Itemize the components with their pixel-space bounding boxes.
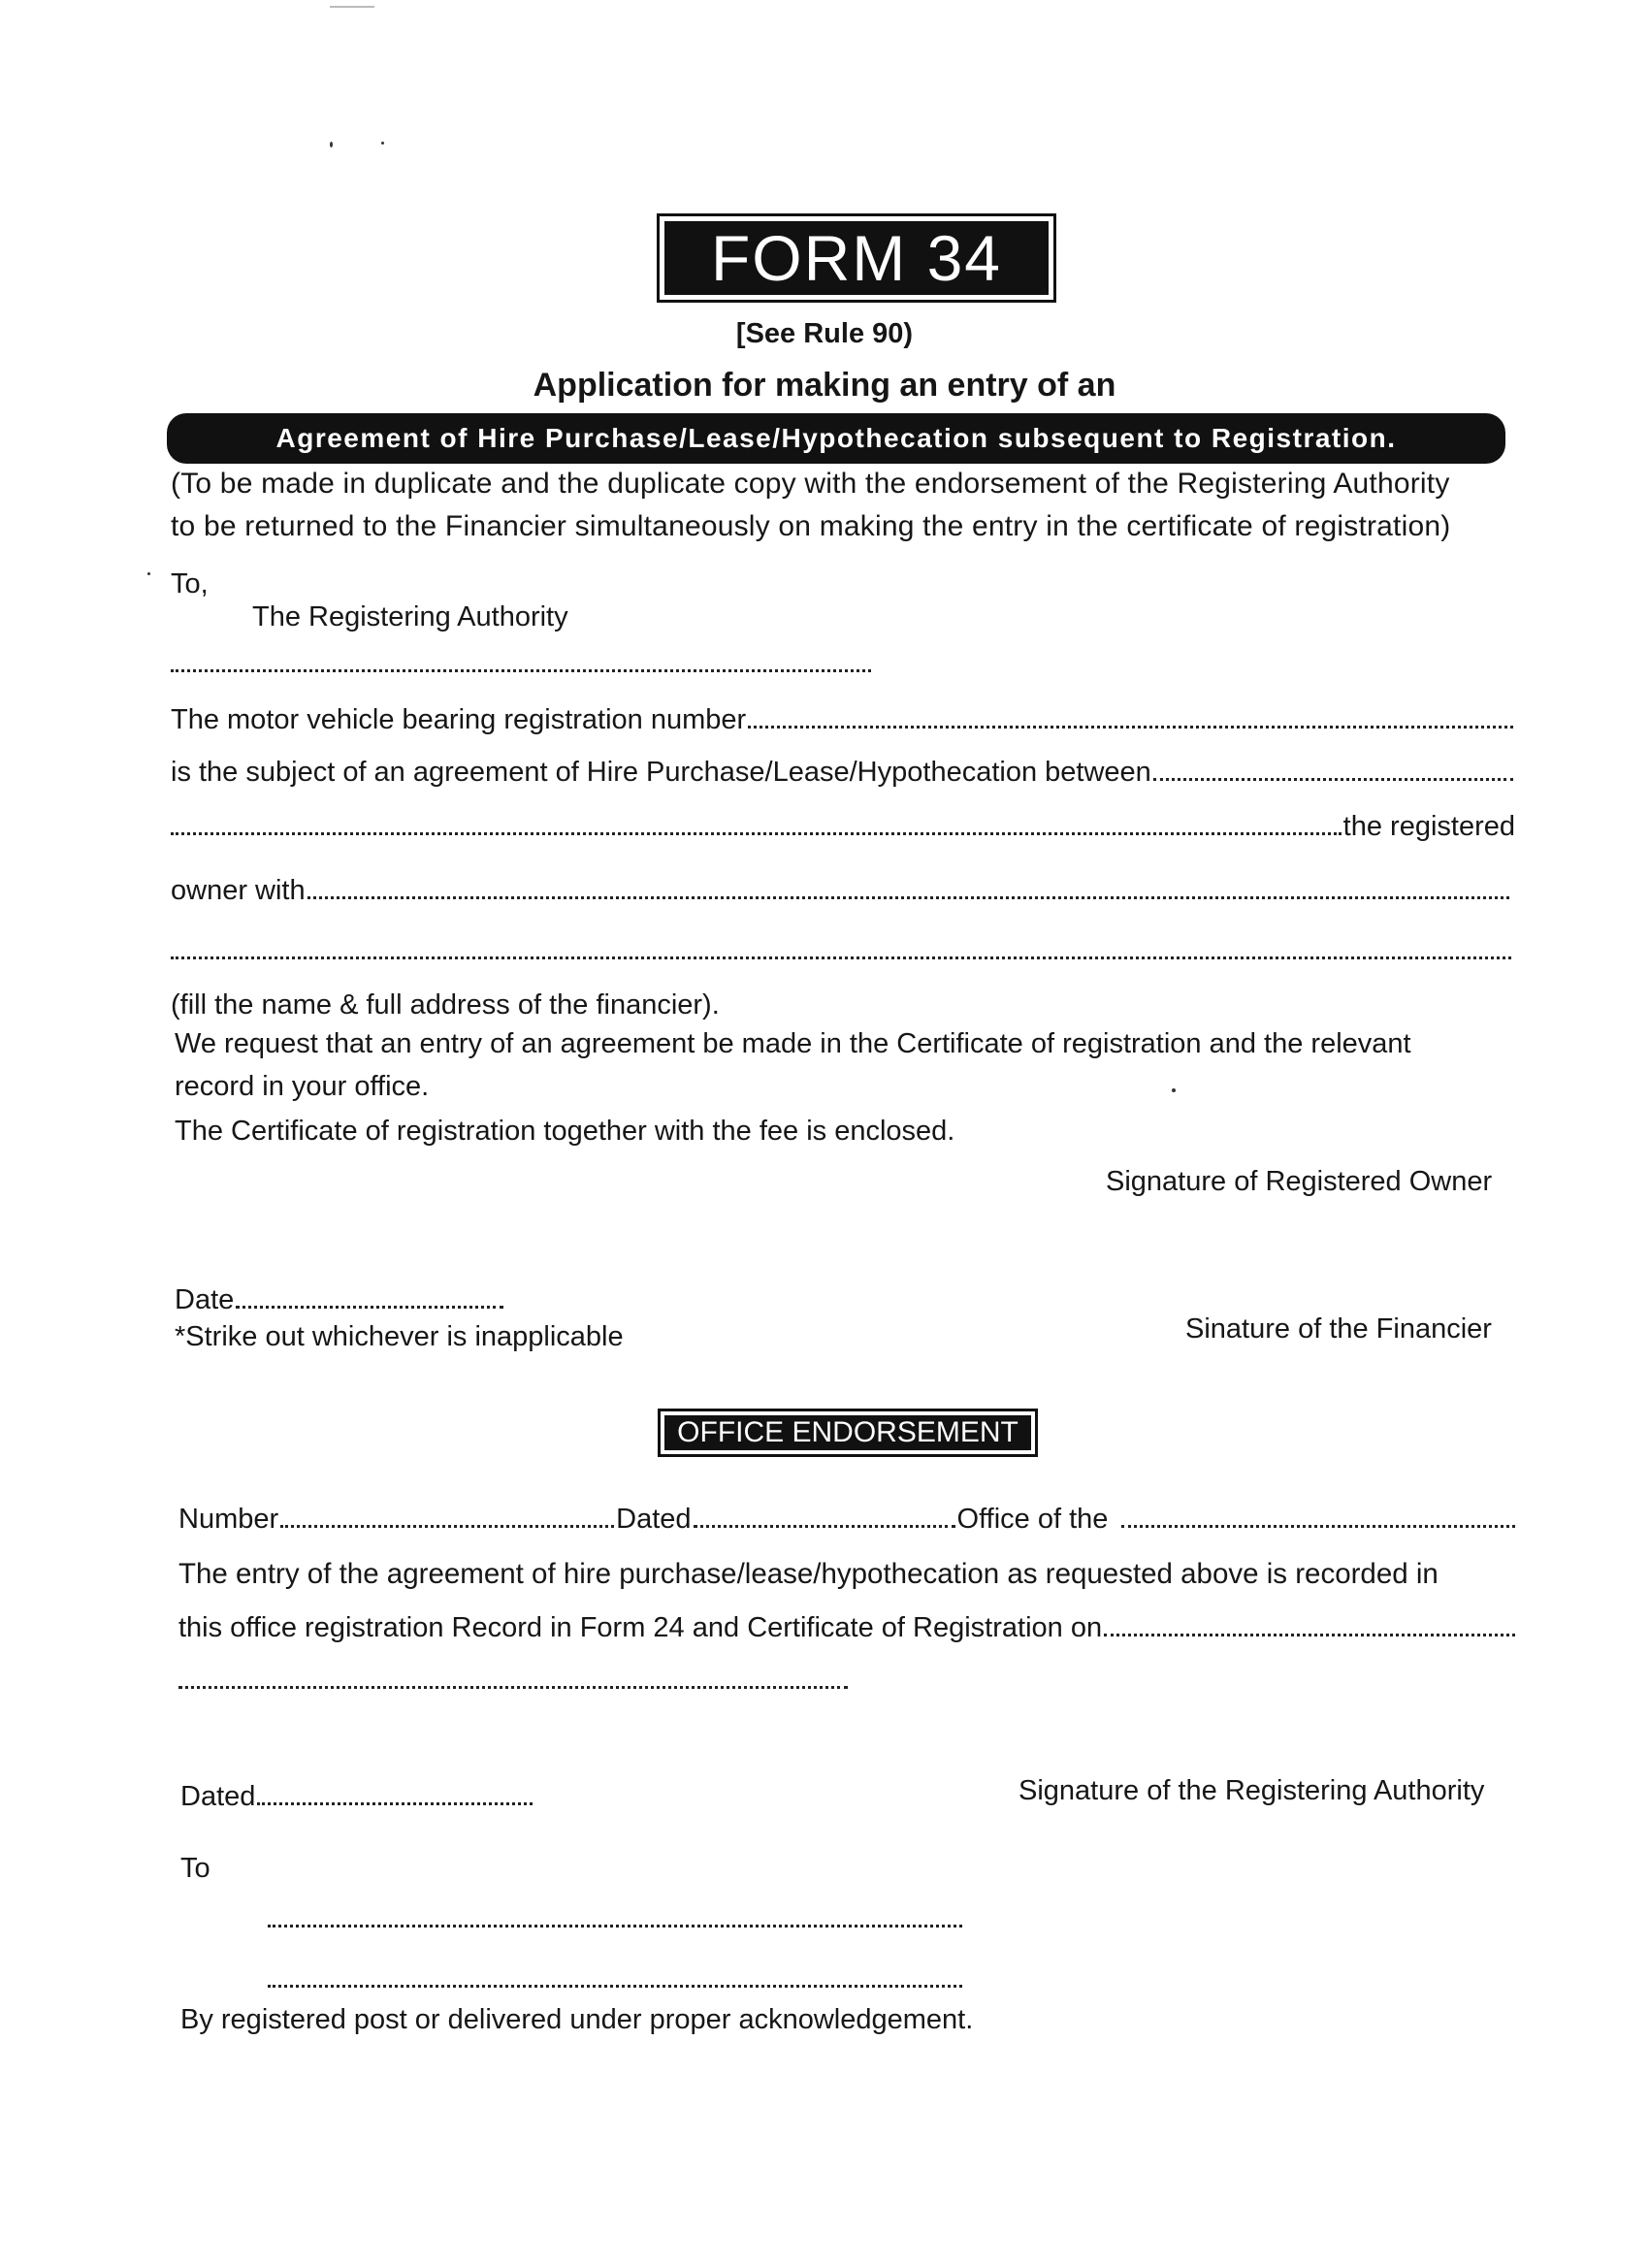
number-label: Number xyxy=(178,1504,279,1535)
dated-field[interactable] xyxy=(694,1525,955,1528)
form-title: FORM 34 xyxy=(664,221,1049,295)
registered-owner-field[interactable] xyxy=(171,832,1342,835)
owner-signature-label: Signature of Registered Owner xyxy=(1106,1166,1493,1197)
dated-label: Dated xyxy=(616,1504,692,1535)
endorsement-to-label: To xyxy=(180,1853,210,1884)
owner-with-row xyxy=(171,875,1511,907)
registration-number-field[interactable] xyxy=(748,726,1513,729)
form-banner: Agreement of Hire Purchase/Lease/Hypothecation subsequent to Registration. xyxy=(167,413,1505,464)
delivery-note: By registered post or delivered under proper acknowledgement. xyxy=(180,2004,974,2035)
agreement-between-label: is the subject of an agreement of Hire Purchase/Lease/Hypothecation between xyxy=(171,757,1151,788)
financier-field[interactable] xyxy=(307,896,1509,899)
office-endorsement-title: OFFICE ENDORSEMENT xyxy=(664,1415,1031,1450)
vehicle-registration-label: The motor vehicle bearing registration number xyxy=(171,704,747,735)
recipient-line-2-field[interactable] xyxy=(268,1985,962,1988)
financier-address-field[interactable] xyxy=(171,956,1511,959)
authority-address-field[interactable] xyxy=(171,669,871,672)
agreement-between-row xyxy=(171,757,1515,789)
to-label: To, xyxy=(171,568,209,599)
form-heading: Application for making an entry of an xyxy=(533,367,1116,404)
financier-note: (fill the name & full address of the financier). xyxy=(171,989,720,1021)
number-field[interactable] xyxy=(280,1525,614,1528)
enclosed-statement: The Certificate of registration together with the fee is enclosed. xyxy=(175,1116,955,1147)
vehicle-registration-row xyxy=(171,704,1515,736)
registering-authority-label: The Registering Authority xyxy=(252,601,568,632)
financier-signature-label: Sinature of the Financier xyxy=(1185,1313,1492,1345)
top-scan-mark xyxy=(330,6,374,8)
date-field[interactable] xyxy=(236,1306,503,1309)
office-of-label: Office of the xyxy=(956,1504,1109,1535)
scan-speck xyxy=(1172,1088,1176,1092)
strike-out-note: *Strike out whichever is inapplicable xyxy=(175,1321,624,1352)
recipient-line-1-field[interactable] xyxy=(268,1925,962,1928)
the-registered-label: the registered xyxy=(1342,811,1515,842)
date-label: Date xyxy=(175,1284,235,1315)
form-title-box xyxy=(657,213,1056,303)
date-row xyxy=(175,1284,505,1316)
recorded-date-continued-field[interactable] xyxy=(178,1686,848,1689)
office-field[interactable] xyxy=(1121,1525,1515,1528)
office-endorsement-box xyxy=(658,1409,1038,1457)
owner-with-label: owner with xyxy=(171,875,306,906)
endorsement-dated-row xyxy=(180,1781,534,1813)
entry-recorded-line-1: The entry of the agreement of hire purchase/lease/hypothecation as requested above is recorded in xyxy=(178,1558,1439,1590)
request-line-1: We request that an entry of an agreement be made in the Certificate of registration and the relevant xyxy=(175,1028,1411,1059)
scan-speck xyxy=(381,142,384,145)
scan-speck xyxy=(147,572,150,575)
endorsement-number-row xyxy=(178,1504,1517,1536)
entry-recorded-row xyxy=(178,1612,1517,1644)
registered-owner-row xyxy=(171,811,1515,843)
instruction-note-line-2: to be returned to the Financier simultaneously on making the entry in the certificate of registration) xyxy=(171,510,1451,542)
scan-speck xyxy=(330,142,333,147)
endorsement-dated-field[interactable] xyxy=(257,1802,533,1805)
entry-recorded-line-2: this office registration Record in Form 24 and Certificate of Registration on xyxy=(178,1612,1103,1643)
endorsement-dated-label: Dated xyxy=(180,1781,256,1812)
registering-authority-signature-label: Signature of the Registering Authority xyxy=(1018,1775,1485,1806)
instruction-note-line-1: (To be made in duplicate and the duplicate copy with the endorsement of the Registering Authority xyxy=(171,468,1450,500)
recorded-date-field[interactable] xyxy=(1104,1634,1515,1636)
agreement-parties-field[interactable] xyxy=(1153,778,1513,781)
rule-reference: [See Rule 90) xyxy=(735,318,914,349)
request-line-2: record in your office. xyxy=(175,1071,430,1102)
